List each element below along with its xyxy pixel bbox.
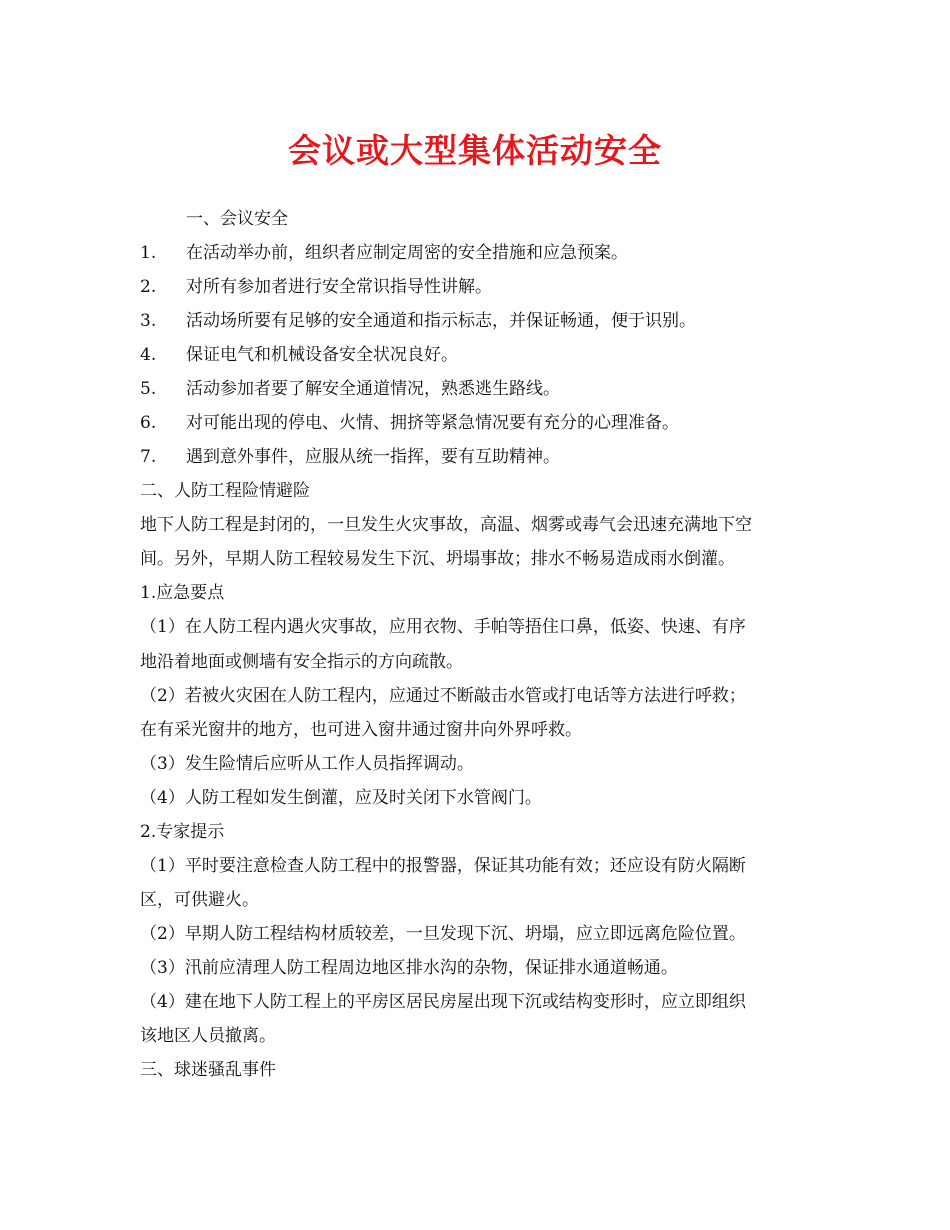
paragraph-line: 区，可供避火。 bbox=[140, 890, 259, 910]
list-item-number: 2. bbox=[140, 277, 157, 297]
list-item-number: 1. bbox=[140, 243, 157, 263]
document-title: 会议或大型集体活动安全 bbox=[288, 131, 662, 170]
list-item bbox=[140, 411, 679, 435]
paragraph-line: （2）若被火灾困在人防工程内，应通过不断敲击水管或打电话等方法进行呼救； bbox=[140, 686, 746, 706]
paragraph-line: 地沿着地面或侧墙有安全指示的方向疏散。 bbox=[140, 652, 463, 672]
list-item-text: 活动场所要有足够的安全通道和指示标志，并保证畅通，便于识别。 bbox=[186, 311, 696, 331]
list-item bbox=[140, 309, 696, 333]
list-item-text: 对所有参加者进行安全常识指导性讲解。 bbox=[186, 277, 492, 297]
section-heading-meeting-safety: 一、会议安全 bbox=[186, 209, 288, 229]
paragraph-line: （2）早期人防工程结构材质较差，一旦发现下沉、坍塌，应立即远离危险位置。 bbox=[140, 924, 746, 944]
paragraph-line: （3）汛前应清理人防工程周边地区排水沟的杂物，保证排水通道畅通。 bbox=[140, 958, 678, 978]
list-item bbox=[140, 343, 458, 367]
paragraph-line: （1）平时要注意检查人防工程中的报警器，保证其功能有效；还应设有防火隔断 bbox=[140, 856, 746, 876]
paragraph-line: （1）在人防工程内遇火灾事故，应用衣物、手帕等捂住口鼻，低姿、快速、有序 bbox=[140, 617, 746, 637]
list-item-text: 对可能出现的停电、火情、拥挤等紧急情况要有充分的心理准备。 bbox=[186, 413, 679, 433]
list-item-text: 在活动举办前，组织者应制定周密的安全措施和应急预案。 bbox=[186, 243, 628, 263]
list-item bbox=[140, 241, 628, 265]
list-item-number: 5. bbox=[140, 379, 157, 399]
list-item-text: 遇到意外事件，应服从统一指挥，要有互助精神。 bbox=[186, 447, 560, 467]
paragraph-line: 该地区人员撤离。 bbox=[140, 1026, 276, 1046]
list-item bbox=[140, 275, 492, 299]
list-item bbox=[140, 445, 560, 469]
subheading-emergency-points: 1.应急要点 bbox=[140, 583, 225, 603]
section-heading-civil-defense: 二、人防工程险情避险 bbox=[140, 481, 310, 501]
paragraph-line: （3）发生险情后应听从工作人员指挥调动。 bbox=[140, 754, 474, 774]
paragraph-line: 在有采光窗井的地方，也可进入窗井通过窗井向外界呼救。 bbox=[140, 720, 582, 740]
paragraph-line: （4）人防工程如发生倒灌，应及时关闭下水管阀门。 bbox=[140, 788, 542, 808]
list-item-text: 活动参加者要了解安全通道情况，熟悉逃生路线。 bbox=[186, 379, 560, 399]
section-heading-fan-riot: 三、球迷骚乱事件 bbox=[140, 1060, 276, 1080]
list-item-number: 3. bbox=[140, 311, 157, 331]
list-item bbox=[140, 377, 560, 401]
paragraph-line: 间。另外，早期人防工程较易发生下沉、坍塌事故；排水不畅易造成雨水倒灌。 bbox=[140, 549, 735, 569]
list-item-text: 保证电气和机械设备安全状况良好。 bbox=[186, 345, 458, 365]
paragraph-line: （4）建在地下人防工程上的平房区居民房屋出现下沉或结构变形时，应立即组织 bbox=[140, 992, 746, 1012]
list-item-number: 6. bbox=[140, 413, 157, 433]
subheading-expert-tips: 2.专家提示 bbox=[140, 822, 225, 842]
paragraph-line: 地下人防工程是封闭的，一旦发生火灾事故，高温、烟雾或毒气会迅速充满地下空 bbox=[140, 515, 752, 535]
list-item-number: 7. bbox=[140, 447, 157, 467]
list-item-number: 4. bbox=[140, 345, 157, 365]
